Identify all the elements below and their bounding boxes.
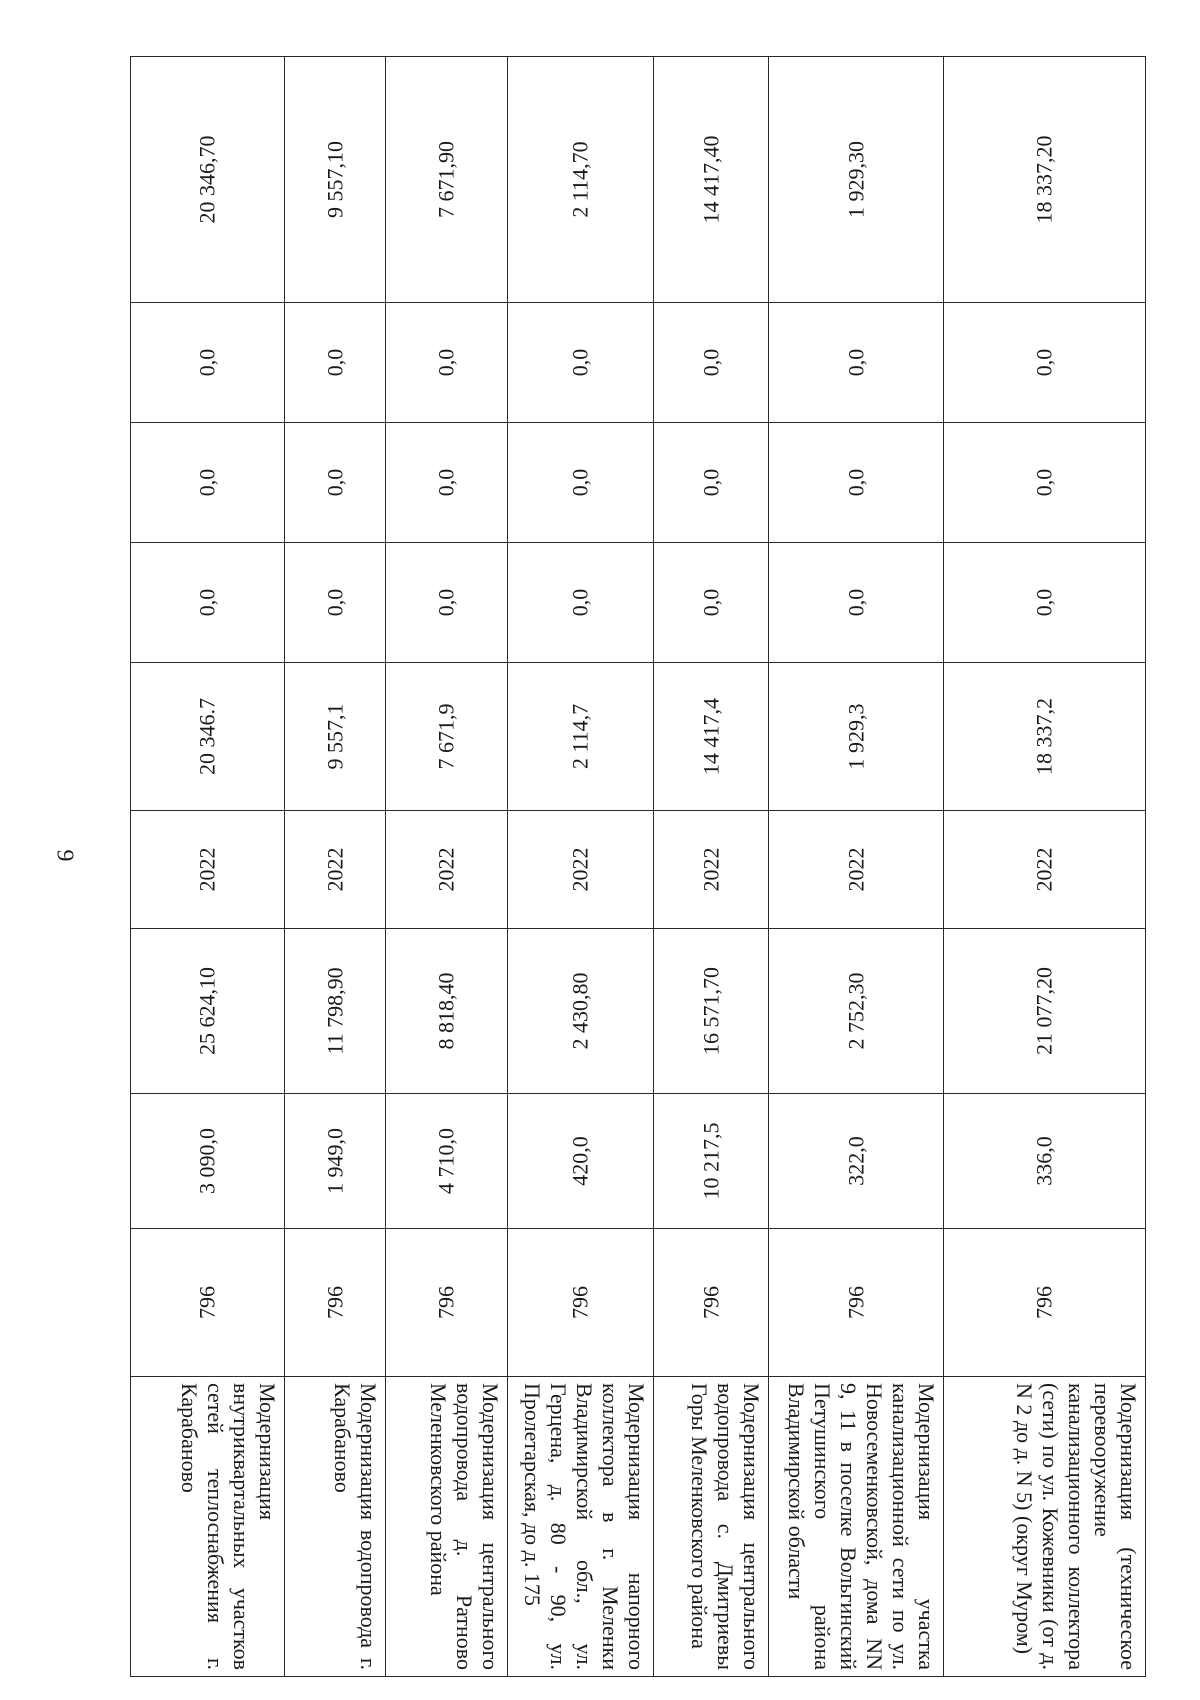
total-cell: [507, 57, 654, 303]
z3-cell-text: 0,0: [698, 348, 724, 377]
value-cell-text: 7 671,9: [433, 703, 459, 770]
length-cell-text: 10 217,5: [698, 1122, 724, 1200]
z1-cell-text: 0,0: [322, 588, 348, 617]
cost-cell-text: 2 752,30: [843, 972, 869, 1050]
code-cell: [386, 1229, 508, 1377]
z2-cell: [507, 423, 654, 543]
z2-cell-text: 0,0: [698, 468, 724, 497]
table-row: [769, 57, 944, 1677]
value-cell-text: 14 417,4: [698, 698, 724, 775]
total-cell: [654, 57, 769, 303]
value-cell-text: 18 337,2: [1031, 698, 1057, 775]
cost-cell: [944, 929, 1146, 1094]
value-cell-text: 2 114,7: [567, 703, 593, 770]
length-cell-text: 1 949,0: [322, 1128, 348, 1194]
z2-cell-text: 0,0: [843, 468, 869, 497]
cost-cell: [131, 929, 285, 1094]
cost-cell: [654, 929, 769, 1094]
length-cell: [386, 1094, 508, 1229]
z3-cell: [654, 303, 769, 423]
z3-cell: [769, 303, 944, 423]
cost-cell-text: 25 624,10: [194, 967, 220, 1055]
project-name: Модернизация (техническое перевооружение канализационного коллектора (сети) по ул. Кожевники (от д. N 2 до д. N 5) (округ Муром): [1012, 1383, 1141, 1670]
value-cell-text: 20 346.7: [194, 698, 220, 775]
total-cell: [769, 57, 944, 303]
total-cell: [285, 57, 386, 303]
z3-cell-text: 0,0: [1031, 348, 1057, 377]
z2-cell: [285, 423, 386, 543]
cost-cell: [285, 929, 386, 1094]
value-cell: [131, 663, 285, 811]
z3-cell: [131, 303, 285, 423]
value-cell: [769, 663, 944, 811]
year-cell: [507, 811, 654, 929]
length-cell: [654, 1094, 769, 1229]
code-cell-text: 796: [698, 1286, 724, 1319]
value-cell-text: 9 557,1: [322, 703, 348, 770]
name-cell: [285, 1377, 386, 1677]
year-cell-text: 2022: [1031, 847, 1057, 892]
year-cell-text: 2022: [194, 847, 220, 892]
cost-cell-text: 11 798,90: [322, 967, 348, 1055]
code-cell: [654, 1229, 769, 1377]
z3-cell-text: 0,0: [567, 348, 593, 377]
total-cell-text: 2 114,70: [567, 141, 593, 218]
z3-cell-text: 0,0: [433, 348, 459, 377]
name-cell: [131, 1377, 285, 1677]
z1-cell-text: 0,0: [1031, 588, 1057, 617]
z2-cell-text: 0,0: [194, 468, 220, 497]
z1-cell: [654, 543, 769, 663]
cost-cell-text: 16 571,70: [698, 967, 724, 1055]
cost-cell-text: 21 077,20: [1031, 967, 1057, 1055]
length-cell: [285, 1094, 386, 1229]
table-row: [654, 57, 769, 1677]
z2-cell-text: 0,0: [433, 468, 459, 497]
z3-cell-text: 0,0: [194, 348, 220, 377]
project-name: Модернизация внутриквартальных участков сетей теплоснабжения г. Карабаново: [177, 1383, 281, 1670]
value-cell: [507, 663, 654, 811]
total-cell: [944, 57, 1146, 303]
z1-cell: [944, 543, 1146, 663]
z3-cell-text: 0,0: [322, 348, 348, 377]
total-cell: [386, 57, 508, 303]
code-cell: [285, 1229, 386, 1377]
cost-cell-text: 8 818,40: [433, 972, 459, 1050]
code-cell: [131, 1229, 285, 1377]
code-cell-text: 796: [433, 1286, 459, 1319]
year-cell: [654, 811, 769, 929]
table-row: [507, 57, 654, 1677]
length-cell-text: 420,0: [567, 1136, 593, 1186]
project-name: Модернизация водопровода г. Карабаново: [330, 1383, 382, 1670]
z2-cell: [769, 423, 944, 543]
z1-cell-text: 0,0: [433, 588, 459, 617]
table-row: [944, 57, 1146, 1677]
z2-cell-text: 0,0: [567, 468, 593, 497]
page-number: 9: [51, 849, 78, 862]
total-cell-text: 18 337,20: [1031, 135, 1057, 224]
z1-cell: [285, 543, 386, 663]
z2-cell-text: 0,0: [322, 468, 348, 497]
code-cell-text: 796: [194, 1286, 220, 1319]
table-row: [131, 57, 285, 1677]
cost-cell-text: 2 430,80: [567, 972, 593, 1050]
z2-cell: [131, 423, 285, 543]
length-cell: [944, 1094, 1146, 1229]
z3-cell: [285, 303, 386, 423]
value-cell: [285, 663, 386, 811]
z3-cell: [944, 303, 1146, 423]
name-cell: [654, 1377, 769, 1677]
project-name: Модернизация участка канализационной сети по ул. Новосеменковской, дома NN 9, 11 в поселке Вольгинский Петушинского района Владимирской области: [784, 1383, 940, 1670]
code-cell-text: 796: [1031, 1286, 1057, 1319]
investment-table: [130, 56, 1146, 1677]
length-cell-text: 4 710,0: [433, 1128, 459, 1194]
z3-cell: [507, 303, 654, 423]
z2-cell: [944, 423, 1146, 543]
name-cell: [507, 1377, 654, 1677]
value-cell-text: 1 929,3: [843, 703, 869, 770]
z1-cell: [769, 543, 944, 663]
total-cell: [131, 57, 285, 303]
length-cell-text: 322,0: [843, 1136, 869, 1186]
name-cell: [769, 1377, 944, 1677]
code-cell: [944, 1229, 1146, 1377]
code-cell: [769, 1229, 944, 1377]
cost-cell: [386, 929, 508, 1094]
code-cell-text: 796: [567, 1286, 593, 1319]
project-name: Модернизация центрального водопровода с. Дмитриевы Горы Меленковского района: [687, 1383, 765, 1670]
z3-cell: [386, 303, 508, 423]
length-cell: [769, 1094, 944, 1229]
code-cell: [507, 1229, 654, 1377]
total-cell-text: 9 557,10: [322, 141, 348, 218]
table-row: [285, 57, 386, 1677]
length-cell: [507, 1094, 654, 1229]
value-cell: [386, 663, 508, 811]
value-cell: [654, 663, 769, 811]
rotated-table-container: [130, 56, 1146, 1676]
year-cell-text: 2022: [322, 847, 348, 892]
z2-cell: [654, 423, 769, 543]
year-cell: [386, 811, 508, 929]
z1-cell-text: 0,0: [698, 588, 724, 617]
z1-cell-text: 0,0: [567, 588, 593, 617]
code-cell-text: 796: [843, 1286, 869, 1319]
z1-cell: [386, 543, 508, 663]
z3-cell-text: 0,0: [843, 348, 869, 377]
cost-cell: [507, 929, 654, 1094]
length-cell-text: 3 090,0: [194, 1128, 220, 1194]
table-body: [131, 57, 1146, 1677]
z2-cell-text: 0,0: [1031, 468, 1057, 497]
length-cell-text: 336,0: [1031, 1136, 1057, 1186]
name-cell: [944, 1377, 1146, 1677]
code-cell-text: 796: [322, 1286, 348, 1319]
total-cell-text: 20 346,70: [194, 135, 220, 224]
name-cell: [386, 1377, 508, 1677]
total-cell-text: 1 929,30: [843, 141, 869, 218]
year-cell: [944, 811, 1146, 929]
total-cell-text: 14 417,40: [698, 135, 724, 224]
table-row: [386, 57, 508, 1677]
project-name: Модернизация напорного коллектора в г. Меленки Владимирской обл., ул. Герцена, д. 80 - 90, ул. Пролетарская, до д. 175: [520, 1383, 650, 1670]
z1-cell: [507, 543, 654, 663]
length-cell: [131, 1094, 285, 1229]
total-cell-text: 7 671,90: [433, 141, 459, 218]
year-cell: [131, 811, 285, 929]
year-cell-text: 2022: [698, 847, 724, 892]
z1-cell-text: 0,0: [194, 588, 220, 617]
year-cell: [769, 811, 944, 929]
year-cell-text: 2022: [567, 847, 593, 892]
z1-cell: [131, 543, 285, 663]
year-cell: [285, 811, 386, 929]
cost-cell: [769, 929, 944, 1094]
year-cell-text: 2022: [843, 847, 869, 892]
year-cell-text: 2022: [433, 847, 459, 892]
z2-cell: [386, 423, 508, 543]
z1-cell-text: 0,0: [843, 588, 869, 617]
value-cell: [944, 663, 1146, 811]
project-name: Модернизация центрального водопровода д. Ратново Меленковского района: [425, 1383, 503, 1670]
